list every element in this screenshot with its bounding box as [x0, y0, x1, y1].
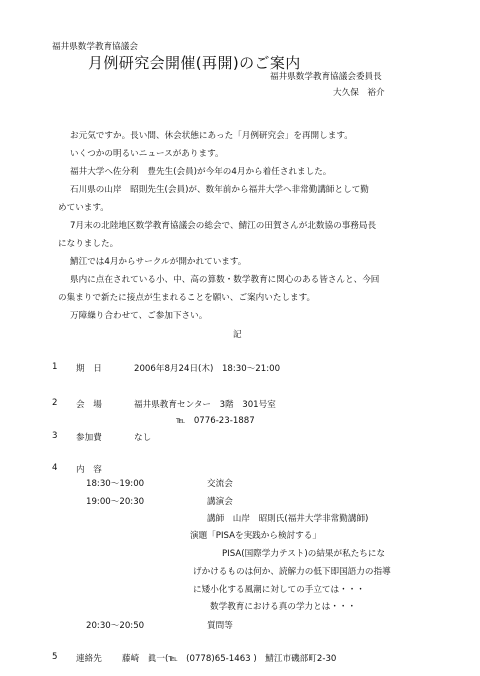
contact-label: 連絡先 — [76, 654, 102, 664]
date-label: 期 日 — [76, 364, 102, 374]
contact-value: 藤崎 眞一(℡ (0778)65-1463 ) 鯖江市磯部町2-30 — [122, 654, 337, 664]
fee-label: 参加費 — [76, 433, 102, 443]
sender-name: 大久保 裕介 — [333, 88, 385, 98]
body-line: お元気ですか。長い間、休会状態にあった「月例研究会」を再開します。 — [70, 131, 353, 141]
body-line: 県内に点在されている小、中、高の算数・数学教育に関心のある皆さんと、今回 — [70, 275, 380, 285]
venue-label: 会 場 — [76, 400, 102, 410]
slot-time: 20:30～20:50 — [86, 621, 145, 631]
body-line: 鯖江では4月からサークルが開かれています。 — [70, 257, 247, 267]
item-number: 1 — [52, 362, 58, 372]
date-value: 2006年8月24日(木) 18:30～21:00 — [134, 364, 281, 374]
slot-name: 講演会 — [207, 497, 233, 507]
slot-name: 質問等 — [207, 621, 233, 631]
description-line: 数学教育における真の学力とは・・・ — [210, 602, 357, 612]
body-line: になりました。 — [58, 239, 119, 249]
topic-line: 演題「PISAを実践から検討する」 — [190, 531, 321, 541]
item-number: 2 — [52, 398, 58, 408]
content-label: 内 容 — [76, 465, 102, 475]
item-number: 3 — [52, 431, 58, 441]
lecturer-line: 講師 山岸 昭則氏(福井大学非常勤講師) — [207, 514, 369, 524]
venue-tel: ℡ 0776-23-1887 — [176, 416, 255, 426]
body-line: 7月末の北陸地区数学教育協議会の総会で、鯖江の田賀さんが北数協の事務局長 — [70, 221, 377, 231]
slot-name: 交流会 — [207, 479, 233, 489]
description-line: に矮小化する風潮に対しての手立ては・・・ — [193, 585, 365, 595]
venue-value: 福井県教育センター 3階 301号室 — [134, 400, 276, 410]
body-line: めています。 — [58, 203, 109, 213]
slot-time: 18:30～19:00 — [86, 479, 145, 489]
description-line: げかけるものは何か、読解力の低下即国語力の指導 — [193, 567, 391, 577]
item-number: 5 — [52, 652, 58, 662]
body-line: の集まりで新たに接点が生まれることを願い、ご案内いたします。 — [58, 293, 316, 303]
body-line: 石川県の山岸 昭則先生(会員)が、数年前から福井大学へ非常勤講師として勤 — [70, 185, 369, 195]
body-line: 福井大学へ佐分利 豊先生(会員)が今年の4月から着任されました。 — [70, 167, 332, 177]
document-title: 月例研究会開催(再開)のご案内 — [88, 54, 301, 72]
body-line: いくつかの明るいニュースがあります。 — [70, 149, 224, 159]
ki-marker: 記 — [233, 330, 242, 340]
sender-title: 福井県数学教育協議会委員長 — [270, 72, 382, 82]
description-line: PISA(国際学力テスト)の結果が私たちにな — [222, 549, 386, 559]
body-line: 万障繰り合わせて、ご参加下さい。 — [70, 311, 208, 321]
fee-value: なし — [134, 433, 152, 443]
item-number: 4 — [52, 463, 58, 473]
slot-time: 19:00～20:30 — [86, 497, 145, 507]
organization-name: 福井県数学教育協議会 — [52, 42, 138, 52]
